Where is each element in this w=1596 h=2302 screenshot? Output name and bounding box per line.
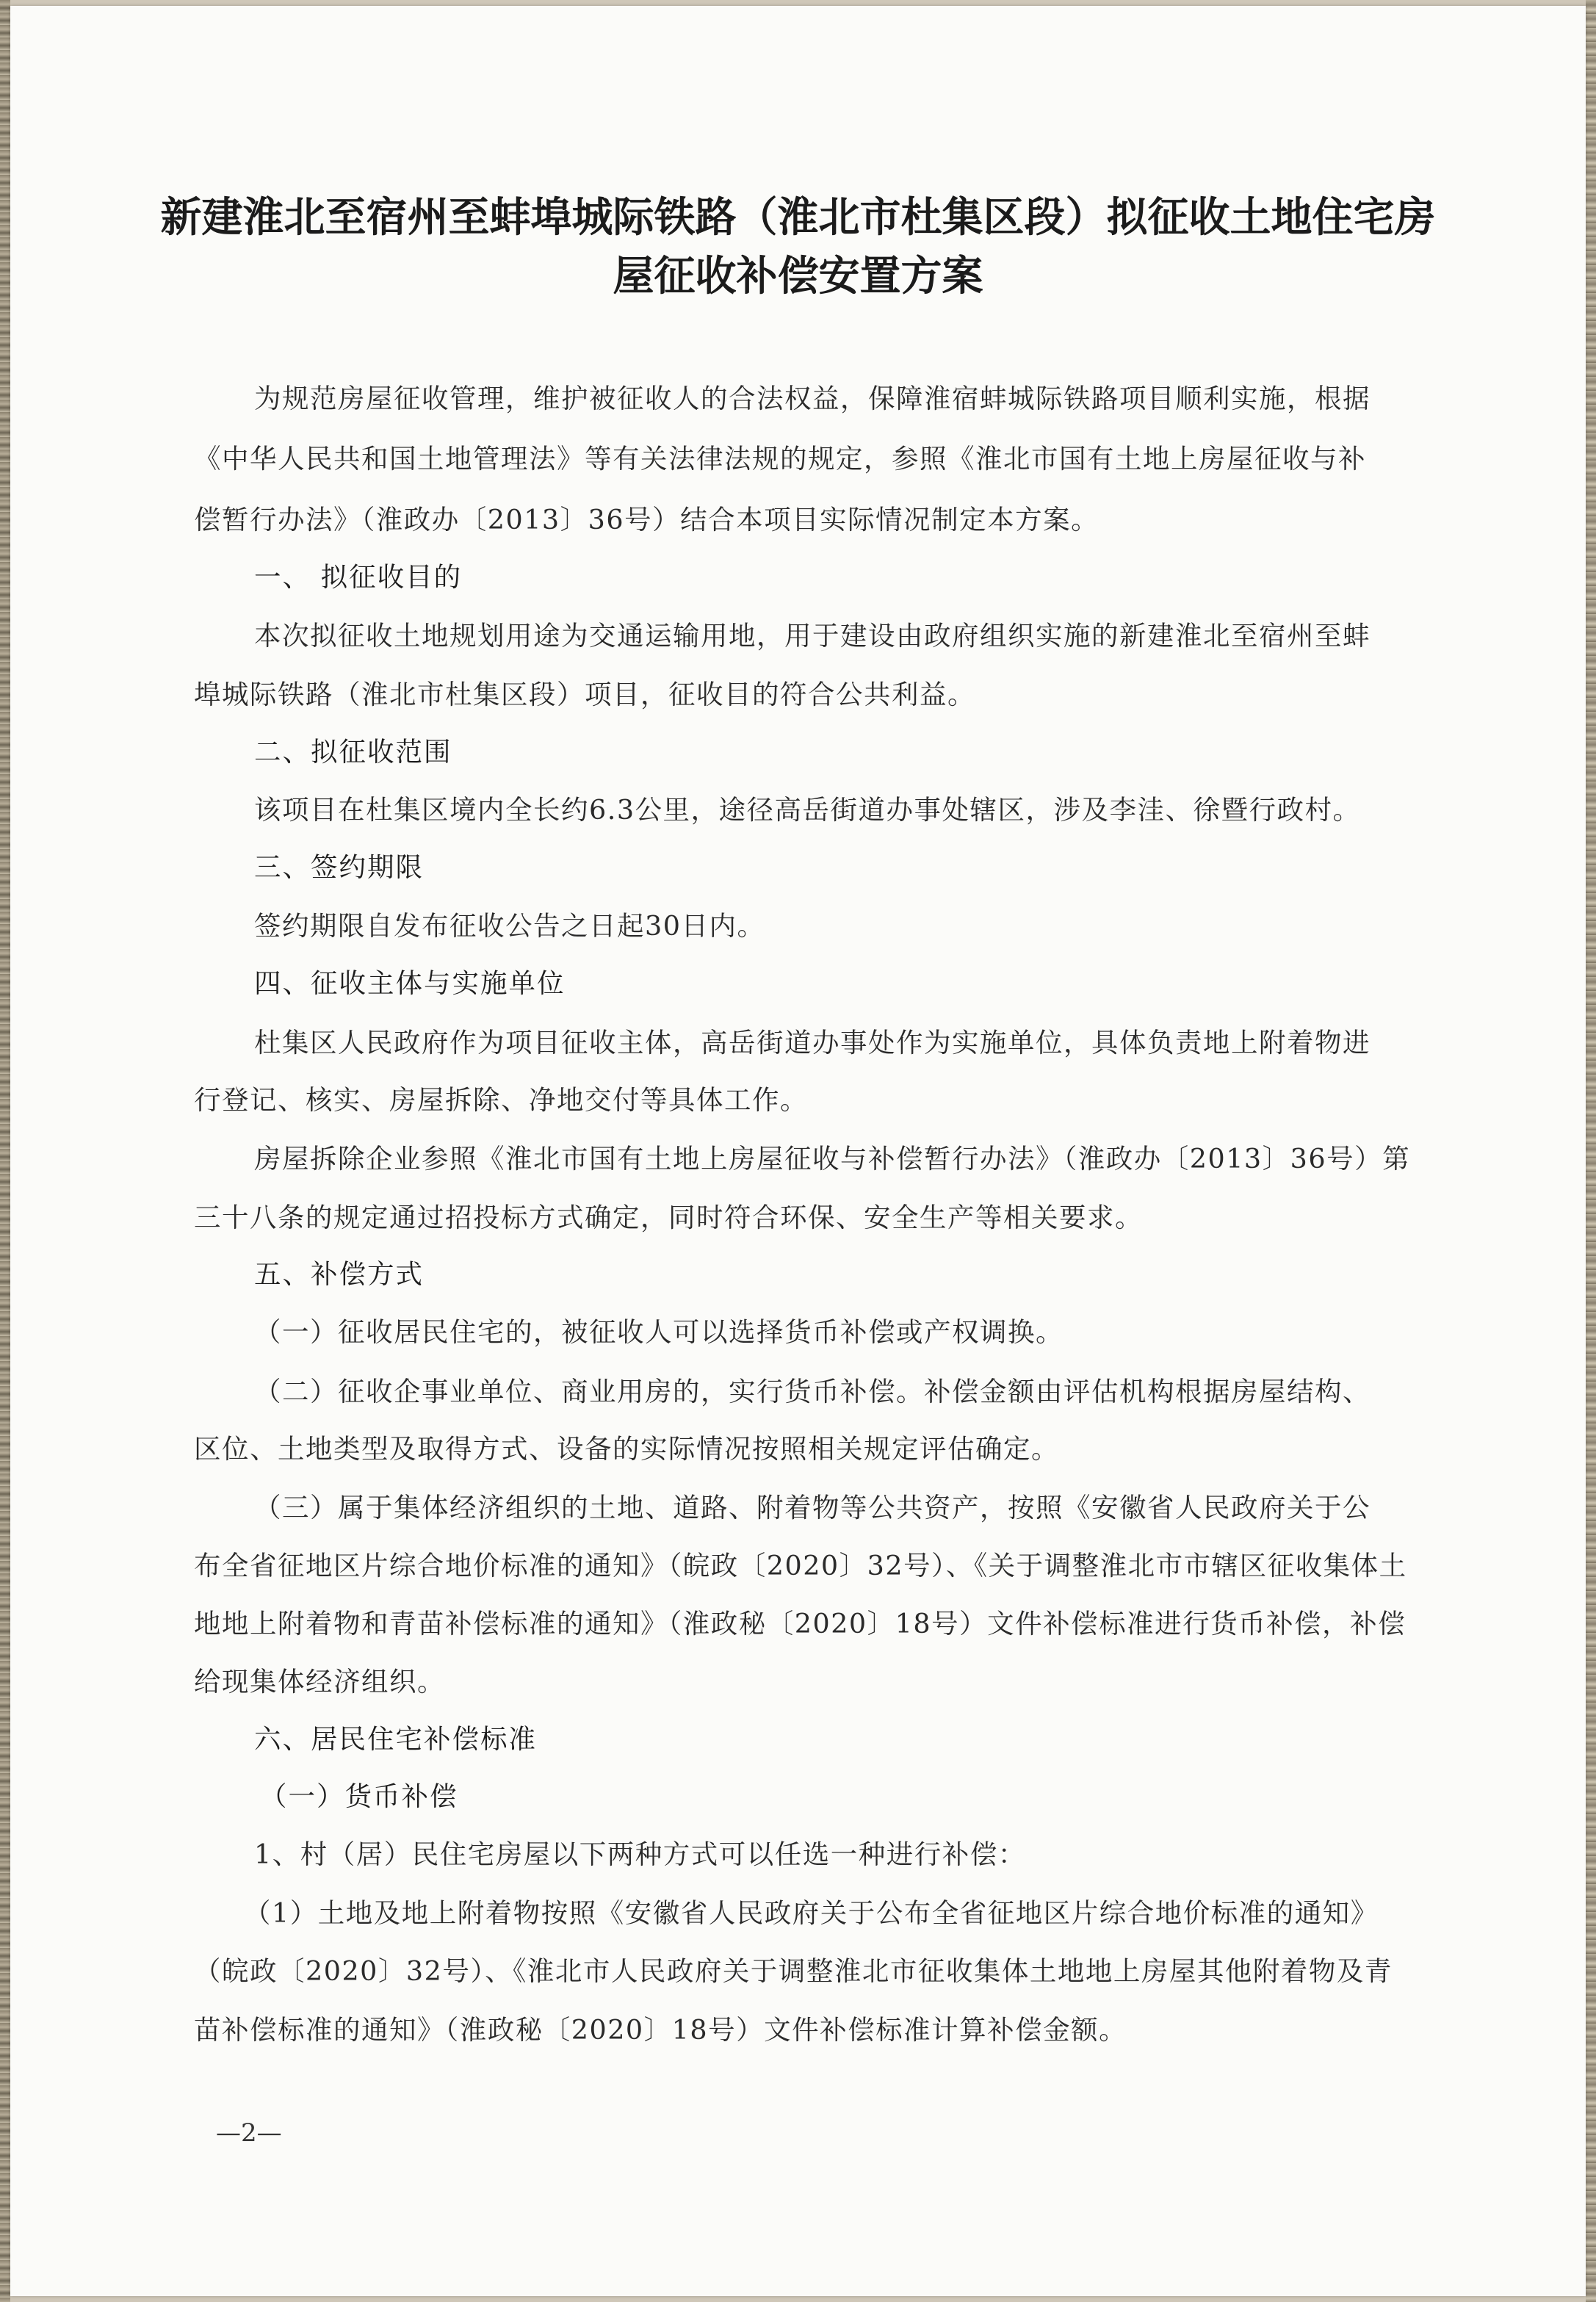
section-body-line: 埠城际铁路（淮北市杜集区段）项目，征收目的符合公共利益。 <box>194 679 975 710</box>
section-body-line: 行登记、核实、房屋拆除、净地交付等具体工作。 <box>194 1084 808 1116</box>
intro-line: 为规范房屋征收管理，维护被征收人的合法权益，保障淮宿蚌城际铁路项目顺利实施，根据 <box>254 383 1371 414</box>
section-body-line: 房屋拆除企业参照《淮北市国有土地上房屋征收与补偿暂行办法》（淮政办〔2013〕36号）第 <box>254 1143 1411 1175</box>
scan-edge-right <box>1586 0 1596 2302</box>
section-body-line: （一）征收居民住宅的，被征收人可以选择货币补偿或产权调换。 <box>254 1316 1064 1348</box>
section-body-line: （二）征收企事业单位、商业用房的，实行货币补偿。补偿金额由评估机构根据房屋结构、 <box>254 1376 1371 1407</box>
section-body-line: 本次拟征收土地规划用途为交通运输用地，用于建设由政府组织实施的新建淮北至宿州至蚌 <box>254 620 1371 652</box>
section-body-line: 区位、土地类型及取得方式、设备的实际情况按照相关规定评估确定。 <box>194 1433 1059 1465</box>
scan-edge-left <box>0 0 10 2302</box>
section-body-line: 杜集区人民政府作为项目征收主体，高岳街道办事处作为实施单位，具体负责地上附着物进 <box>254 1027 1371 1058</box>
section-body-line: 签约期限自发布征收公告之日起30日内。 <box>254 910 765 942</box>
title-line-1: 新建淮北至宿州至蚌埠城际铁路（淮北市杜集区段）拟征收土地住宅房 <box>160 193 1436 242</box>
section-body-line: 三十八条的规定通过招投标方式确定，同时符合环保、安全生产等相关要求。 <box>194 1202 1143 1233</box>
section-body-line: 苗补偿标准的通知》（淮政秘〔2020〕18号）文件补偿标准计算补偿金额。 <box>194 2014 1127 2046</box>
section-body-line: 给现集体经济组织。 <box>194 1666 445 1697</box>
document-title <box>98 188 1498 306</box>
section-heading-subject: 四、征收主体与实施单位 <box>254 967 566 999</box>
section-body-line: 布全省征地区片综合地价标准的通知》（皖政〔2020〕32号）、《关于调整淮北市市辖区征收集体土 <box>194 1550 1407 1581</box>
intro-line: 偿暂行办法》（淮政办〔2013〕36号）结合本项目实际情况制定本方案。 <box>194 504 1099 535</box>
document-page <box>10 6 1586 2296</box>
title-line-2: 屋征收补偿安置方案 <box>613 252 983 300</box>
section-heading-deadline: 三、签约期限 <box>254 851 424 883</box>
section-body-line: 该项目在杜集区境内全长约6.3公里，途径高岳街道办事处辖区，涉及李洼、徐暨行政村。 <box>254 794 1361 826</box>
section-body-line: 地地上附着物和青苗补偿标准的通知》（淮政秘〔2020〕18号）文件补偿标准进行货币补偿，补偿 <box>194 1608 1407 1639</box>
section-heading-scope: 二、拟征收范围 <box>254 736 452 768</box>
page-number: —2— <box>216 2118 282 2148</box>
section-heading-standard: 六、居民住宅补偿标准 <box>254 1723 537 1755</box>
section-body-line: （三）属于集体经济组织的土地、道路、附着物等公共资产，按照《安徽省人民政府关于公 <box>254 1492 1371 1523</box>
intro-line: 《中华人民共和国土地管理法》等有关法律法规的规定，参照《淮北市国有土地上房屋征收与补 <box>194 443 1366 475</box>
section-body-line: （1）土地及地上附着物按照《安徽省人民政府关于公布全省征地区片综合地价标准的通知》 <box>244 1897 1379 1929</box>
section-heading-method: 五、补偿方式 <box>254 1258 424 1290</box>
section-body-line: 1、村（居）民住宅房屋以下两种方式可以任选一种进行补偿： <box>254 1839 1026 1870</box>
section-body-line: （皖政〔2020〕32号）、《淮北市人民政府关于调整淮北市征收集体土地地上房屋其他附着物及青 <box>194 1955 1393 1987</box>
subsection-heading-cash: （一）货币补偿 <box>260 1780 458 1812</box>
section-heading-purpose: 一、 拟征收目的 <box>254 561 463 593</box>
